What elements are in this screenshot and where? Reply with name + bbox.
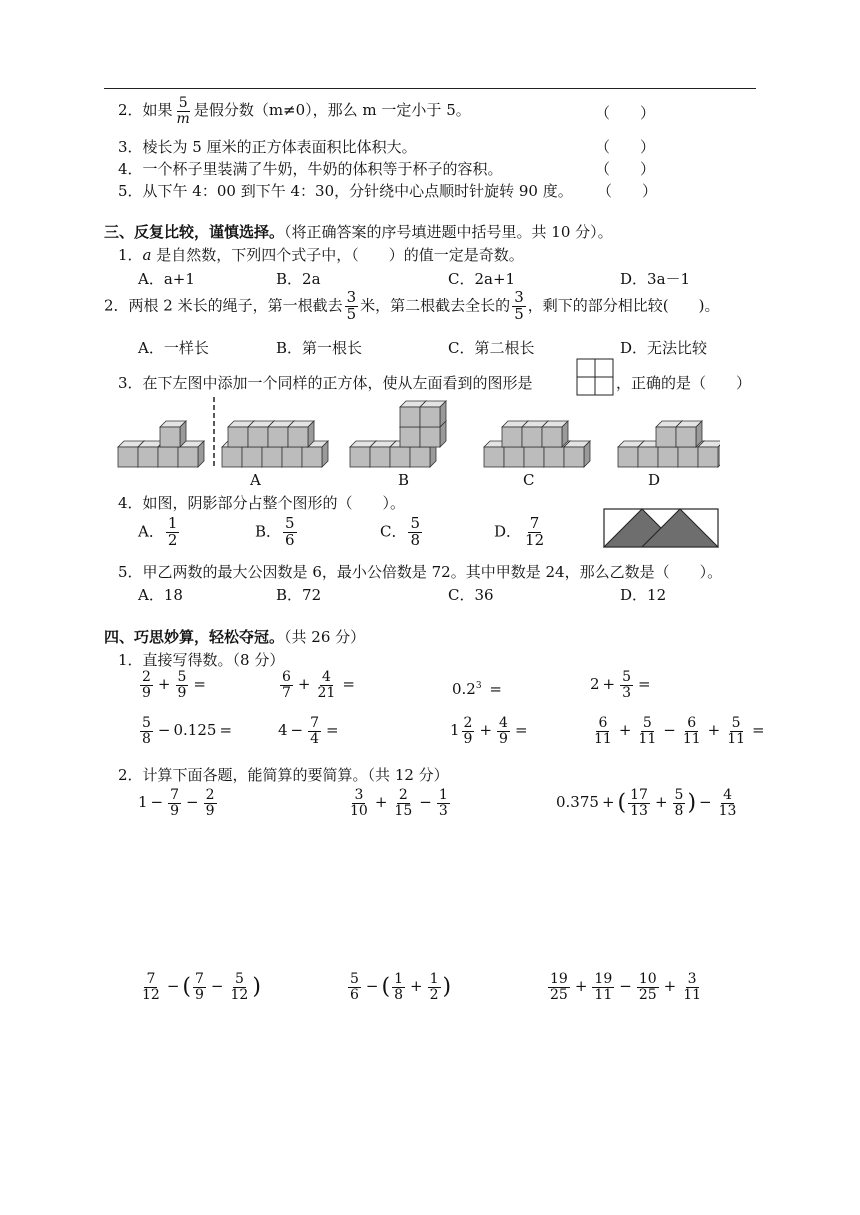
calc-expr: $\frac{19}{25}$ + $\frac{19}{11}$ − $\frac{10}{25}$ + $\frac{3}{11}$ — [550, 971, 702, 1003]
s3-q3-text-b: ，正确的是（ ） — [616, 374, 752, 392]
calc-expr: $\frac{7}{12}$ − ( $\frac{7}{9}$ − $\frac{5}{12}$ ) — [142, 971, 261, 1003]
top-rule — [104, 88, 756, 89]
cube-figures — [110, 395, 720, 475]
section3-heading: 三、反复比较，谨慎选择。（将正确答案的序号填进题中括号里。共 10 分）。 — [104, 223, 613, 241]
cube-label-b: B — [398, 471, 410, 489]
fraction: $\frac{3}{5}$ — [346, 288, 357, 323]
option: C．2a+1 — [448, 270, 516, 288]
math-expr: 1 $\frac{2}{9}$ + $\frac{4}{9}$ = — [450, 715, 528, 747]
math-expr: 4 − $\frac{7}{4}$ = — [278, 715, 339, 747]
s3-q5: 5．甲乙两数的最大公因数是 6，最小公倍数是 72。其中甲数是 24，那么乙数是（ ）。 — [118, 563, 723, 581]
judge-q2: 2．如果 $\frac{5}{m}$ 是假分数（m≠0），那么 m 一定小于 5。 — [118, 95, 471, 127]
judge-q5: 5．从下午 4：00 到下午 4：30，分针绕中心点顺时针旋转 90 度。 — [118, 182, 573, 200]
judge-q4: 4．一个杯子里装满了牛奶，牛奶的体积等于杯子的容积。 — [118, 160, 503, 178]
original-cube-figure — [118, 421, 204, 467]
fraction: $\frac{3}{5}$ — [514, 288, 524, 323]
s3-q2: 2．两根 2 米长的绳子，第一根截去 $\frac{3}{5}$ 米，第二根截去全长的 $\frac{3}{5}$ ，剩下的部分相比较( )。 — [104, 288, 720, 323]
calc-expr: 0.375 + ( $\frac{17}{13}$ + $\frac{5}{8}$ ) − $\frac{4}{13}$ — [556, 787, 737, 819]
left-view-grid-icon — [576, 358, 614, 396]
cube-option-b — [350, 401, 446, 467]
fraction: $\frac{5}{m}$ — [176, 95, 190, 127]
option: B． $\frac{5}{6}$ — [255, 514, 295, 549]
option: D．无法比较 — [620, 339, 708, 357]
option: A．a+1 — [138, 270, 195, 288]
judge-q3: 3．棱长为 5 厘米的正方体表面积比体积大。 — [118, 138, 417, 156]
option: D．3a－1 — [620, 270, 691, 288]
option: C．第二根长 — [448, 339, 535, 357]
shaded-rectangle-figure — [603, 508, 719, 548]
s3-q3-text-a: 3．在下左图中添加一个同样的正方体，使从左面看到的图形是 — [118, 374, 533, 392]
option: A．18 — [138, 586, 183, 604]
option: B．72 — [276, 586, 322, 604]
calc-expr: $\frac{3}{10}$ + $\frac{2}{15}$ − $\frac{1}{3}$ — [350, 787, 448, 819]
option: D． $\frac{7}{12}$ — [494, 514, 545, 549]
calc-expr: $\frac{5}{6}$ − ( $\frac{1}{8}$ + $\frac{1}{2}$ ) — [350, 971, 452, 1003]
option: C． $\frac{5}{8}$ — [380, 514, 421, 549]
math-expr: 2 + $\frac{5}{3}$ = — [590, 669, 651, 701]
math-expr: $\frac{6}{11}$ + $\frac{5}{11}$ − $\frac{6}{11}$ + $\frac{5}{11}$ = — [594, 715, 765, 747]
option: C．36 — [448, 586, 494, 604]
section4-heading: 四、巧思妙算，轻松夺冠。（共 26 分） — [104, 628, 366, 646]
answer-paren[interactable]: （ ） — [595, 160, 656, 178]
cube-label-d: D — [648, 471, 661, 489]
math-expr: $\frac{2}{9}$ + $\frac{5}{9}$ = — [142, 669, 206, 701]
cube-option-c — [484, 421, 590, 467]
math-expr: $0.2^3$ = — [452, 680, 502, 698]
calc-expr: 1 − $\frac{7}{9}$ − $\frac{2}{9}$ — [138, 787, 215, 819]
option: B．2a — [276, 270, 321, 288]
answer-paren[interactable]: （ ） — [595, 104, 656, 122]
s4-p2: 2．计算下面各题，能简算的要简算。（共 12 分） — [118, 766, 449, 784]
option: A． $\frac{1}{2}$ — [138, 514, 178, 549]
cube-option-d — [618, 421, 720, 467]
answer-paren[interactable]: （ ） — [595, 138, 656, 156]
cube-option-a — [222, 421, 328, 467]
s3-q1: 1．a 是自然数，下列四个式子中，（ ）的值一定是奇数。 — [118, 246, 524, 264]
cube-label-c: C — [523, 471, 535, 489]
math-expr: $\frac{5}{8}$ − 0.125 = — [142, 715, 233, 747]
s3-q4: 4．如图，阴影部分占整个图形的（ ）。 — [118, 494, 406, 512]
answer-paren[interactable]: （ ） — [597, 182, 658, 200]
math-expr: $\frac{6}{7}$ + $\frac{4}{21}$ = — [282, 669, 355, 701]
s4-p1: 1．直接写得数。（8 分） — [118, 651, 285, 669]
option: B．第一根长 — [276, 339, 363, 357]
cube-label-a: A — [250, 471, 261, 489]
option: D．12 — [620, 586, 667, 604]
option: A．一样长 — [138, 339, 209, 357]
